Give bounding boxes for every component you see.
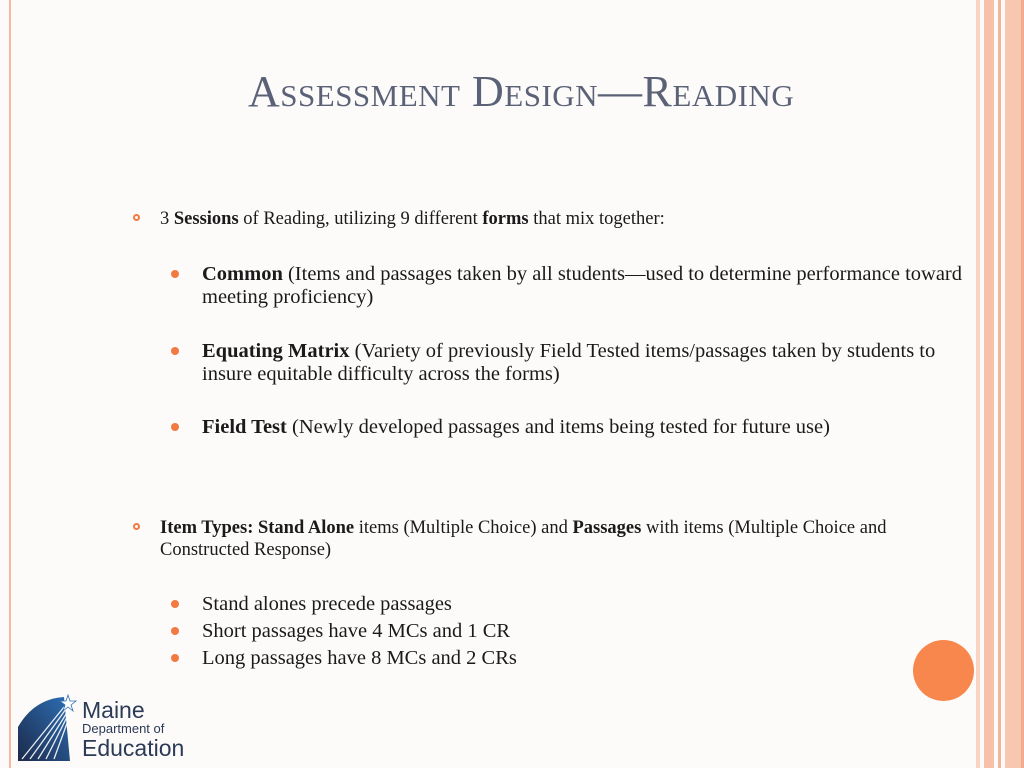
bullet-text: Long passages have 8 MCs and 2 CRs — [202, 647, 517, 669]
bullet-bold-text: Item Types: Stand Alone — [160, 518, 355, 538]
bullet-text: (Items and passages taken by all students—used to determine performance toward meeting proficiency) — [202, 263, 962, 308]
bullet-text: (Newly developed passages and items being tested for future use) — [286, 416, 830, 438]
bullet-bold-text: Equating Matrix — [202, 340, 350, 362]
bullet-text: of Reading, utilizing 9 different — [238, 209, 483, 229]
bullet-text: items (Multiple Choice) and — [354, 518, 573, 538]
bullet-bold-text: Common — [202, 263, 283, 285]
maine-doe-logo — [14, 693, 214, 763]
ring-bullet-icon — [133, 214, 140, 221]
bullet-item — [202, 263, 977, 309]
bullet-item — [202, 593, 977, 616]
bullet-item — [160, 517, 960, 561]
bullet-item — [202, 620, 977, 643]
dot-bullet-icon — [171, 270, 179, 278]
bullet-text: Short passages have 4 MCs and 1 CR — [202, 620, 511, 642]
bullet-item — [202, 340, 977, 386]
maine-star-logo-icon — [14, 693, 78, 763]
dot-bullet-icon — [171, 600, 179, 608]
bullet-item — [160, 208, 960, 230]
bullet-text: with items (Multiple Choice and Constructed Response) — [160, 518, 887, 560]
dot-bullet-icon — [171, 423, 179, 431]
bullet-text: that mix together: — [528, 209, 665, 229]
dot-bullet-icon — [171, 347, 179, 355]
ring-bullet-icon — [133, 523, 140, 530]
bullet-text: Stand alones precede passages — [202, 593, 452, 615]
bullet-bold-text: Passages — [572, 518, 642, 538]
logo-text — [82, 699, 184, 760]
slide-title: Assessment Design—Reading — [248, 67, 795, 116]
bullet-bold-text: forms — [482, 209, 529, 229]
logo-education: Education — [82, 735, 185, 761]
right-border-stripes — [976, 0, 1024, 768]
bullet-text: (Variety of previously Field Tested items/passages taken by students to insure equitable difficulty across the forms) — [202, 340, 936, 385]
dot-bullet-icon — [171, 627, 179, 635]
logo-department-of: Department of — [82, 721, 165, 736]
left-border-line — [9, 0, 11, 768]
decorative-circle — [913, 640, 974, 701]
bullet-item — [202, 647, 977, 670]
logo-maine: Maine — [82, 697, 145, 723]
bullet-bold-text: Sessions — [173, 209, 239, 229]
bullet-item — [202, 416, 977, 439]
bullet-bold-text: Field Test — [202, 416, 287, 438]
bullet-text: 3 — [160, 209, 174, 229]
dot-bullet-icon — [171, 654, 179, 662]
